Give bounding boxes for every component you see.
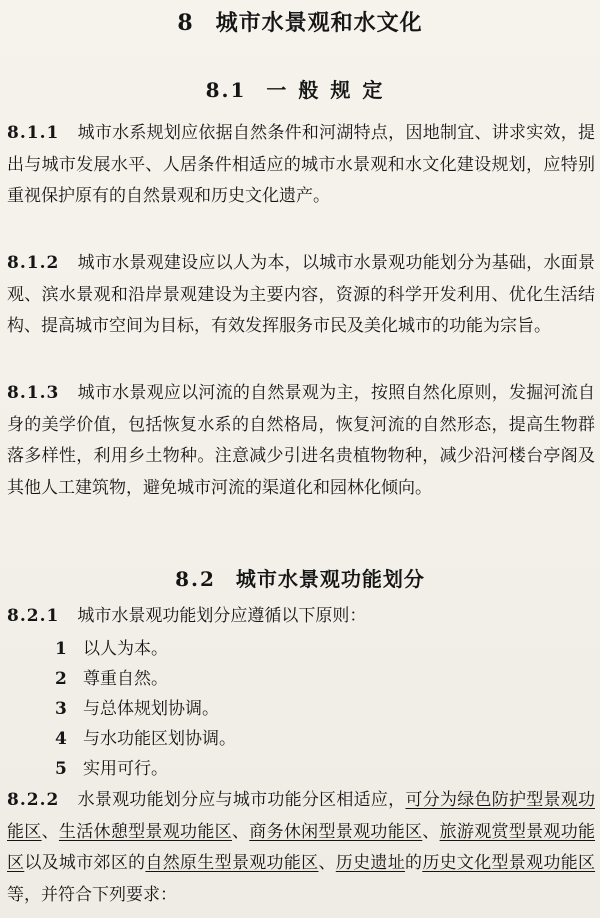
clause-number: 8.2.1 xyxy=(7,606,60,626)
list-item-text: 尊重自然。 xyxy=(83,669,168,689)
list-item-text: 与水功能区划协调。 xyxy=(83,729,236,749)
section-number: 8.1 xyxy=(205,78,247,102)
clause-text-segment: 、 xyxy=(422,821,440,842)
underlined-phrase: 可分为绿色防护型景观功能区 xyxy=(7,790,596,842)
list-item-text: 以人为本。 xyxy=(83,639,168,659)
list-item-text: 实用可行。 xyxy=(83,759,168,779)
chapter-heading xyxy=(0,6,600,37)
chapter-title: 城市水景观和水文化 xyxy=(215,10,423,36)
clause-text: 城市水景观应以河流的自然景观为主，按照自然化原则，发掘河流自身的美学价值，包括恢复水系的自然格局，恢复河流的自然形态，提高生物群落多样性，利用乡土物种。注意减少引进名贵植物物种，减少沿河楼台亭阁及其他人工建筑物，避免城市河流的渠道化和园林化倾向。 xyxy=(7,383,595,498)
clause-text-segment: 等，并符合下列要求： xyxy=(7,884,177,905)
list-item xyxy=(55,724,236,754)
section-title: 一般规定 xyxy=(266,78,395,102)
clause-number: 8.1.3 xyxy=(7,383,60,403)
underlined-phrase: 旅游观赏型景观功能区 xyxy=(7,821,596,873)
list-item-number: 3 xyxy=(55,699,67,719)
clause-text-segment: 、 xyxy=(41,821,59,842)
list-item-number: 5 xyxy=(55,759,67,779)
clause-text: 城市水景观功能划分应遵循以下原则： xyxy=(77,606,367,626)
clause-text-segment: 、 xyxy=(318,853,336,873)
underlined-phrase: 生活休憩型景观功能区 xyxy=(58,821,232,842)
list-item-text: 与总体规划协调。 xyxy=(83,699,219,719)
clause-8-2-1 xyxy=(7,601,595,633)
underlined-phrase: 历史遗址 xyxy=(335,853,405,873)
clause-text-segment: 的 xyxy=(405,853,423,873)
section-number: 8.2 xyxy=(175,567,216,591)
list-item xyxy=(55,754,236,784)
clause-number: 8.1.1 xyxy=(7,123,60,143)
section-heading-8-2 xyxy=(0,563,600,592)
principles-list xyxy=(55,634,236,784)
clause-number: 8.1.2 xyxy=(7,253,60,273)
clause-number: 8.2.2 xyxy=(7,790,60,810)
list-item-number: 1 xyxy=(55,639,67,659)
list-item xyxy=(55,694,236,724)
clause-8-1-1 xyxy=(7,118,595,213)
list-item xyxy=(55,664,236,694)
chapter-number: 8 xyxy=(177,10,194,36)
underlined-phrase: 自然原生型景观功能区 xyxy=(145,853,319,873)
clause-text: 城市水景观建设应以人为本，以城市水景观功能划分为基础，水面景观、滨水景观和沿岸景观建设为主要内容，资源的科学开发利用、优化生活结构、提高城市空间为目标，有效发挥服务市民及美化城市的功能为宗旨。 xyxy=(7,253,595,336)
clause-text-segment: 水景观功能划分应与城市功能分区相适应， xyxy=(77,790,406,810)
section-title: 城市水景观功能划分 xyxy=(235,567,425,591)
clause-8-1-3 xyxy=(7,378,595,504)
clause-text-segment: 以及城市郊区的 xyxy=(24,853,146,873)
clause-text: 城市水系规划应依据自然条件和河湖特点，因地制宜、讲求实效，提出与城市发展水平、人居条件相适应的城市水景观和水文化建设规划，应特别重视保护原有的自然景观和历史文化遗产。 xyxy=(7,123,595,206)
clause-text-segment: 、 xyxy=(231,821,250,842)
list-item xyxy=(55,634,236,664)
list-item-number: 4 xyxy=(55,729,67,749)
list-item-number: 2 xyxy=(55,669,67,689)
clause-8-1-2 xyxy=(7,248,595,343)
section-heading-8-1 xyxy=(0,74,600,103)
underlined-phrase: 商务休闲型景观功能区 xyxy=(249,821,423,842)
clause-8-2-2 xyxy=(7,785,595,911)
underlined-phrase: 历史文化型景观功能区 xyxy=(422,853,596,873)
